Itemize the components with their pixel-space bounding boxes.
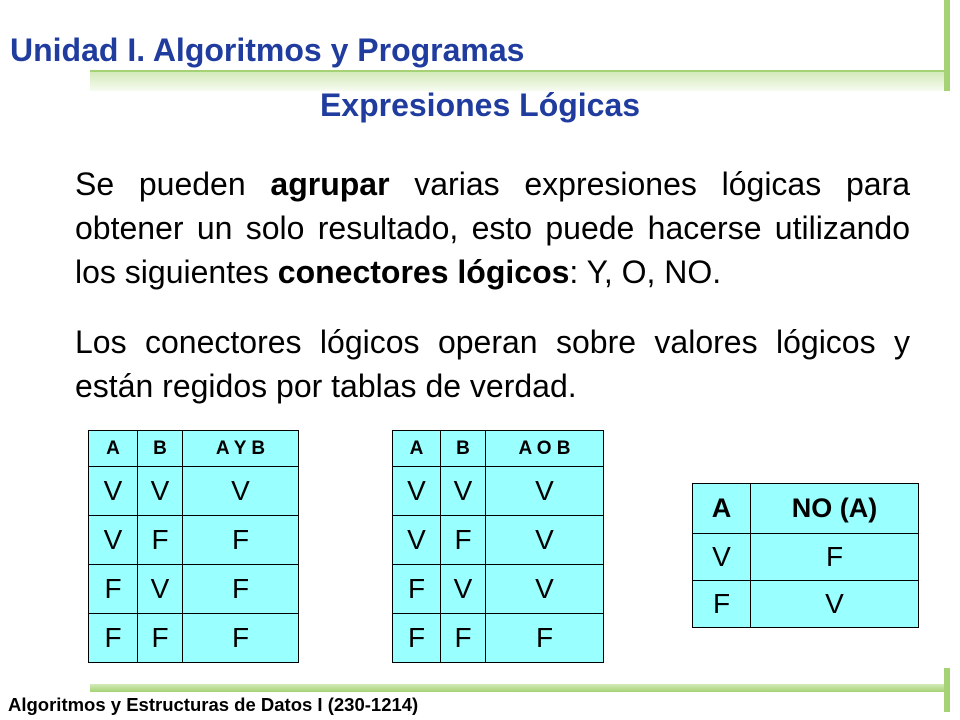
paragraph-text: : Y, O, NO. (569, 254, 722, 290)
bold-term-conectores: conectores lógicos (277, 254, 570, 290)
cell-b: V (138, 467, 183, 516)
table-row (393, 516, 604, 565)
cell-b: V (441, 467, 486, 516)
cell-a-and-b: V (183, 467, 299, 516)
table-row (393, 467, 604, 516)
header-a-and-b: A Y B (183, 431, 299, 467)
cell-a: F (393, 565, 441, 614)
cell-a: F (89, 614, 138, 663)
truth-table-or (392, 430, 604, 663)
table-row (89, 467, 299, 516)
cell-b: F (138, 516, 183, 565)
table-row (693, 534, 919, 581)
decorative-bar-top-right (944, 0, 950, 91)
truth-table-and (88, 430, 299, 663)
header-row (89, 431, 299, 467)
header-a: A (89, 431, 138, 467)
table-row (393, 614, 604, 663)
bold-term-agrupar: agrupar (270, 166, 390, 202)
paragraph-text: varias expresiones lógicas para obtener un solo resultado, esto puede hacerse utilizando los siguientes (75, 166, 911, 290)
header-a-or-b: A O B (486, 431, 604, 467)
header-row (693, 484, 919, 534)
decorative-bar-bottom-right (944, 668, 950, 712)
paragraph-truth-tables: Los conectores lógicos operan sobre valores lógicos y están regidos por tablas de verdad. (75, 324, 910, 404)
header-a: A (693, 484, 751, 534)
paragraph-logical-connectors (75, 162, 910, 294)
truth-table-not (692, 483, 919, 628)
header-a: A (393, 431, 441, 467)
cell-b: F (441, 614, 486, 663)
table-row (89, 565, 299, 614)
cell-a-or-b: V (486, 467, 604, 516)
table-row (89, 614, 299, 663)
cell-b: V (441, 565, 486, 614)
header-b: B (138, 431, 183, 467)
cell-a-and-b: F (183, 565, 299, 614)
cell-a-or-b: V (486, 516, 604, 565)
header-not-a: NO (A) (751, 484, 919, 534)
cell-b: F (138, 614, 183, 663)
decorative-band-bottom (90, 684, 950, 692)
cell-not-a: V (751, 581, 919, 628)
cell-a: F (693, 581, 751, 628)
section-title: Expresiones Lógicas (319, 87, 641, 123)
cell-b: F (441, 516, 486, 565)
table-row (393, 565, 604, 614)
cell-b: V (138, 565, 183, 614)
cell-a: F (393, 614, 441, 663)
cell-a: V (693, 534, 751, 581)
cell-a: V (393, 467, 441, 516)
footer-course-name: Algoritmos y Estructuras de Datos I (230-1214) (8, 694, 419, 715)
cell-a-or-b: V (486, 565, 604, 614)
cell-a-and-b: F (183, 614, 299, 663)
cell-a-or-b: F (486, 614, 604, 663)
table-row (693, 581, 919, 628)
cell-a: V (393, 516, 441, 565)
cell-a: V (89, 467, 138, 516)
header-row (393, 431, 604, 467)
header-b: B (441, 431, 486, 467)
table-row (89, 516, 299, 565)
cell-a: F (89, 565, 138, 614)
cell-a-and-b: F (183, 516, 299, 565)
paragraph-text: Se pueden (75, 166, 271, 202)
cell-a: V (89, 516, 138, 565)
slide-title: Unidad I. Algoritmos y Programas (10, 32, 525, 68)
cell-not-a: F (751, 534, 919, 581)
